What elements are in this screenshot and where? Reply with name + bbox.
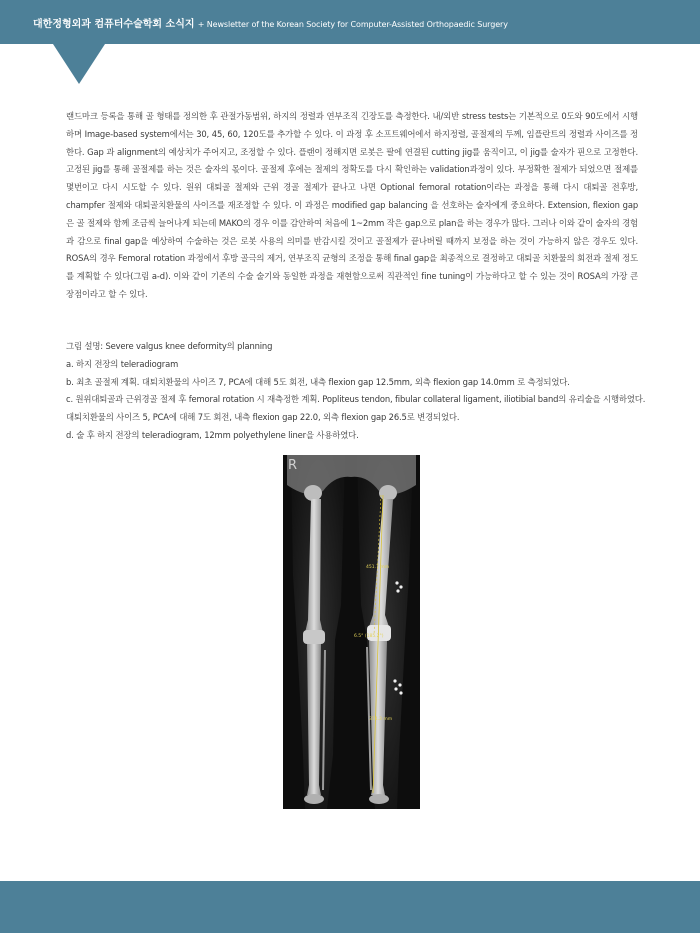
side-marker: R xyxy=(288,458,298,473)
caption-title: 그림 설명: Severe valgus knee deformity의 planning xyxy=(66,341,273,351)
journal-title-korean: 대한정형외과 컴퓨터수술학회 소식지 xyxy=(33,19,195,30)
body-paragraph: 랜드마크 등록을 통해 골 형태를 정의한 후 관절가동범위, 하지의 정렬과 연부조직 긴장도를 측정한다. 내/외반 stress tests는 기본적으로 0도와 90도에서 시행하며 Image-based system에서는 30, 45, 60, 120도를 추가할 수 있다. 이 과정 후 소프트웨어에서 하지정렬, 골절제의 두께, 임플란트의 정렬과 사이즈를 정한다. Gap 과 alignment의 예상치가 주어지고, 조정할 수 있다. 플랜이 정해지면 로봇은 팔에 연결된 cutting jig를 움직이고, 이 jig를 술자가 핀으로 고정한다. 고정된 jig를 통해 골절제를 하는 것은 술자의 몫이다. 골절제 후에는 절제의 정확도를 다시 확인하는 validation과정이 있다. 부정확한 절제가 되었으면 절제를 몇번이고 다시 시도할 수 있다. 원위 대퇴골 절제와 근위 경골 절제가 끝나고 나면 Optional femoral rotation이라는 과정을 통해 다시 대퇴골 전후방, champfer 절제와 대퇴골치환물의 사이즈를 재조정할 수 있다. 이 과정은 modified gap balancing 을 선호하는 술자에게 중요하다. Extension, flexion gap은 골 절제와 함께 조금씩 늘어나게 되는데 MAKO의 경우 이를 감안하여 처음에 1~2mm 작은 gap으로 plan을 하는 경우가 많다. 그러나 이와 같이 술자의 경험과 감으로 final gap을 예상하여 수술하는 것은 로봇 사용의 의미를 반감시킬 것이고 골절제가 끝나버릴 때까지 보정을 하는 것이 가능하지 않은 경우도 있다. ROSA의 경우 Femoral rotation 과정에서 후방 골극의 제거, 연부조직 균형의 조정을 통해 final gap을 최종적으로 결정하고 대퇴골 치환물의 회전과 절제 정도를 계획할 수 있다(그림 a-d). 이와 같이 기존의 수술 술기와 동일한 과정을 재현함으로써 직관적인 fine tuning이 가능하다고 할 수 있는 것이 ROSA의 가장 큰 장점이라고 할 수 있다. xyxy=(66,111,638,299)
tibia-length-label: 374.3 mm xyxy=(369,717,393,722)
caption-item-d: d. 술 후 하지 전장의 teleradiogram, 12mm polyethylene liner을 사용하였다. xyxy=(66,429,359,440)
caption-item-b: b. 최초 골절제 계획. 대퇴치환물의 사이즈 7, PCA에 대해 5도 회전, 내측 flexion gap 12.5mm, 외측 flexion gap 14.0mm 로 측정되었다. xyxy=(66,376,570,387)
footer-bar xyxy=(0,881,700,933)
caption-item-c: c. 원위대퇴골과 근위경골 절제 후 femoral rotation 시 재측정한 계획. Popliteus tendon, fibular collateral ligament, iliotibial band의 유리술을 시행하였다. 대퇴치환물의 사이즈 5, PCA에 대해 7도 회전, 내측 flexion gap 22.0, 외측 flexion gap 26.5로 변경되었다. xyxy=(66,394,646,423)
header-tab-triangle xyxy=(53,44,105,84)
figure-caption xyxy=(66,338,646,445)
femur-length-label: 451.7 mm xyxy=(366,565,390,570)
header-bar xyxy=(0,0,700,44)
teleradiogram-image xyxy=(283,455,420,809)
caption-item-a: a. 하지 전장의 teleradiogram xyxy=(66,358,179,369)
journal-title-english: + Newsletter of the Korean Society for Computer-Assisted Orthopaedic Surgery xyxy=(197,20,508,29)
journal-title xyxy=(33,15,508,30)
knee-angle-label: 6.5° (185.2°) xyxy=(354,634,384,639)
